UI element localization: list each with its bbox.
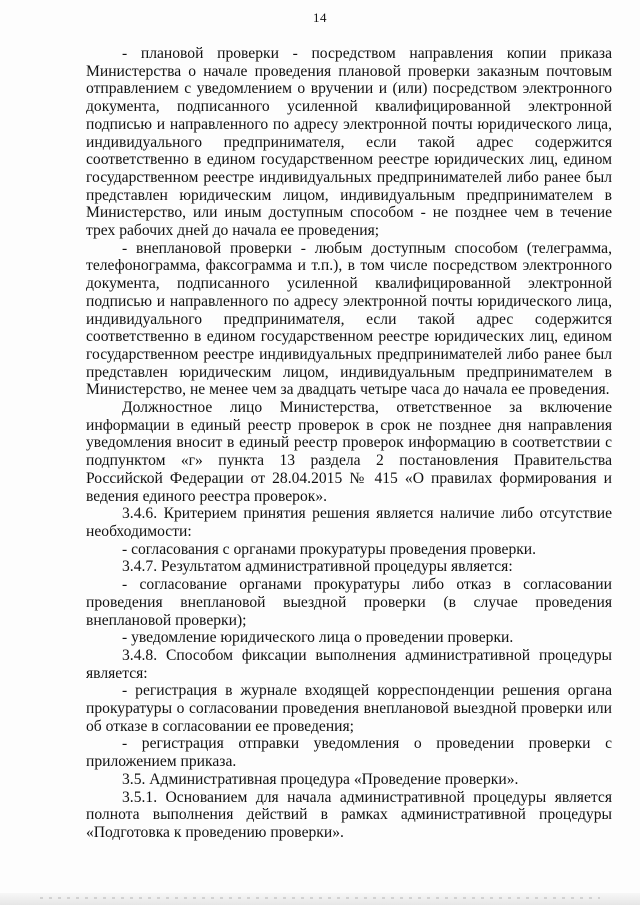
paragraph-approval-or-refusal: - согласование органами прокуратуры либо отказ в согласовании проведения внеплановой выездной проверки (в случае проведения внеплановой проверки); (86, 576, 612, 629)
scan-bottom-edge (0, 893, 640, 905)
scan-edge-artifact (40, 897, 600, 899)
paragraph-planned-inspection: - плановой проверки - посредством направления копии приказа Министерства о начале проведения плановой проверки заказным почтовым отправлением с уведомлением о вручении и (или) посредством электронного документа, подписанного усиленной квалифицированной электронной подписью и направленного по адресу электронной почты юридического лица, индивидуального предпринимателя, если такой адрес содержится соответственно в едином государственном реестре юридических лиц, едином государственном реестре индивидуальных предпринимателей либо ранее был представлен юридическим лицом, индивидуальным предпринимателем в Министерство, или иным доступным способом - не позднее чем в течение трех рабочих дней до начала ее проведения; (86, 45, 612, 240)
paragraph-3-5: 3.5. Административная процедура «Проведение проверки». (122, 770, 519, 788)
paragraph-notification: - уведомление юридического лица о проведении проверки. (122, 629, 514, 647)
paragraph-3-5-1: 3.5.1. Основанием для начала административной процедуры является полнота выполнения действий в рамках административной процедуры «Подготовка к проведению проверки». (86, 788, 612, 841)
paragraph-registration-decision: - регистрация в журнале входящей корреспонденции решения органа прокуратуры о согласовании проведения внеплановой выездной проверки или об отказе в согласовании ее проведения; (86, 682, 612, 735)
paragraph-3-4-8: 3.4.8. Способом фиксации выполнения административной процедуры является: (86, 646, 612, 682)
paragraph-unplanned-inspection: - внеплановой проверки - любым доступным способом (телеграмма, телефонограмма, факсограмма и т.п.), в том числе посредством электронного документа, подписанного усиленной квалифицированной электронной подписью и направленного по адресу электронной почты юридического лица, индивидуального предпринимателя, если такой адрес содержится соответственно в едином государственном реестре юридических лиц, едином государственном реестре индивидуальных предпринимателей либо ранее был представлен юридическим лицом, индивидуальным предпринимателем в Министерство, не менее чем за двадцать четыре часа до начала ее проведения. (86, 239, 612, 399)
paragraph-3-4-7: 3.4.7. Результатом административной процедуры является: (122, 558, 513, 576)
paragraph-responsible-official: Должностное лицо Министерства, ответственное за включение информации в единый реестр проверок в срок не позднее дня направления уведомления вносит в единый реестр проверок информацию в соответствии с подпунктом «г» пункта 13 раздела 2 постановления Правительства Российской Федерации от 28.04.2015 № 415 «О правилах формирования и ведения единого реестра проверок». (86, 399, 612, 505)
paragraph-registration-notice: - регистрация отправки уведомления о проведении проверки с приложением приказа. (86, 735, 612, 771)
page-number: 14 (313, 10, 327, 25)
paragraph-3-4-6: 3.4.6. Критерием принятия решения является наличие либо отсутствие необходимости: (86, 505, 612, 540)
paragraph-prosecutor-approval: - согласования с органами прокуратуры проведения проверки. (122, 540, 537, 558)
document-body (86, 45, 612, 842)
